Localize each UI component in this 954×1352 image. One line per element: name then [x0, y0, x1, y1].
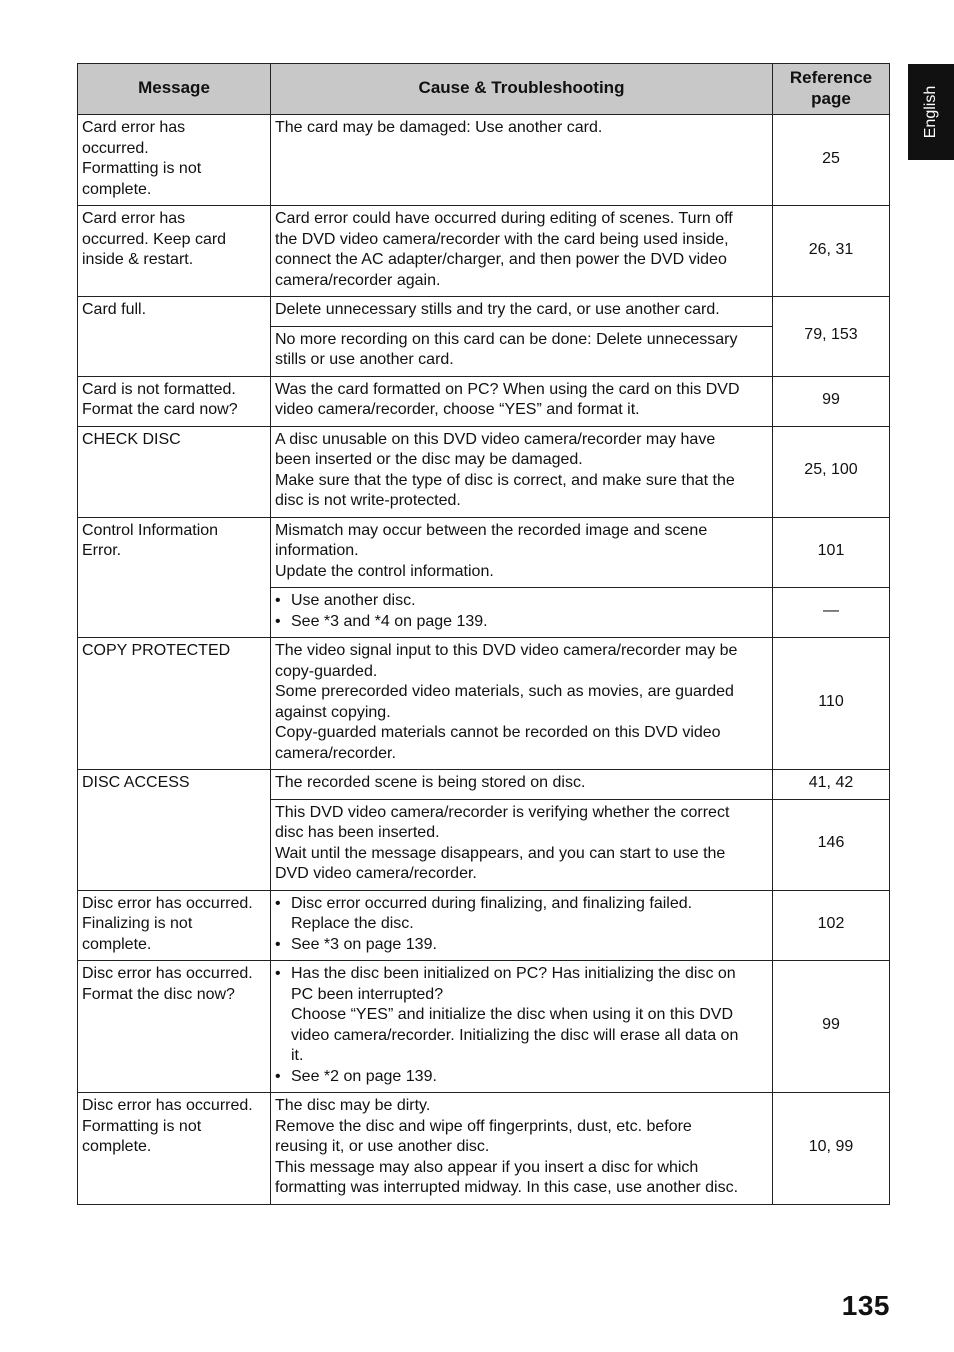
header-reference-page: Reference page: [773, 64, 890, 115]
reference-cell: 99: [773, 961, 890, 1093]
cause-cell: • Disc error occurred during finalizing, and finalizing failed. Replace the disc. • See *3 on page 139.: [271, 890, 773, 961]
cause-cell: The card may be damaged: Use another card.: [271, 115, 773, 206]
cause-cell: Was the card formatted on PC? When using the card on this DVD video camera/recorder, choose “YES” and format it.: [271, 376, 773, 426]
reference-cell: —: [773, 588, 890, 638]
reference-cell: 102: [773, 890, 890, 961]
cause-cell: The disc may be dirty. Remove the disc and wipe off fingerprints, dust, etc. before reusing it, or use another disc. This message may also appear if you insert a disc for which formatting was interrupted midway. In this case, use another disc.: [271, 1093, 773, 1205]
table-row: [78, 115, 890, 206]
language-tab-label: English: [922, 85, 939, 139]
message-cell: CHECK DISC: [78, 426, 271, 517]
cause-cell: No more recording on this card can be done: Delete unnecessary stills or use another card.: [271, 326, 773, 376]
reference-cell: 146: [773, 799, 890, 890]
message-cell: Disc error has occurred. Finalizing is not complete.: [78, 890, 271, 961]
table-row: [78, 890, 890, 961]
message-cell: DISC ACCESS: [78, 770, 271, 891]
cause-cell: The recorded scene is being stored on disc.: [271, 770, 773, 800]
table-row: [78, 961, 890, 1093]
reference-cell: 101: [773, 517, 890, 588]
reference-cell: 25, 100: [773, 426, 890, 517]
table-row: [78, 770, 890, 800]
message-cell: Card full.: [78, 297, 271, 377]
message-table: [77, 63, 890, 1205]
message-cell: Card error has occurred. Formatting is not complete.: [78, 115, 271, 206]
reference-cell: 110: [773, 638, 890, 770]
table-row: [78, 206, 890, 297]
message-cell: Disc error has occurred. Formatting is not complete.: [78, 1093, 271, 1205]
cause-cell: Mismatch may occur between the recorded image and scene information. Update the control information.: [271, 517, 773, 588]
message-cell: Disc error has occurred. Format the disc now?: [78, 961, 271, 1093]
table-row: [78, 376, 890, 426]
header-message: Message: [78, 64, 271, 115]
message-cell: Control Information Error.: [78, 517, 271, 638]
reference-cell: 25: [773, 115, 890, 206]
cause-cell: This DVD video camera/recorder is verifying whether the correct disc has been inserted. Wait until the message disappears, and you can start to use the DVD video camera/recorder.: [271, 799, 773, 890]
message-cell: COPY PROTECTED: [78, 638, 271, 770]
message-cell: Card is not formatted. Format the card now?: [78, 376, 271, 426]
cause-cell: A disc unusable on this DVD video camera/recorder may have been inserted or the disc may be damaged. Make sure that the type of disc is correct, and make sure that the disc is not write-protected.: [271, 426, 773, 517]
header-cause: Cause & Troubleshooting: [271, 64, 773, 115]
reference-cell: 41, 42: [773, 770, 890, 800]
cause-cell: Delete unnecessary stills and try the card, or use another card.: [271, 297, 773, 327]
message-cell: Card error has occurred. Keep card inside & restart.: [78, 206, 271, 297]
table-row: [78, 297, 890, 327]
table-row: [78, 638, 890, 770]
reference-cell: 79, 153: [773, 297, 890, 377]
table-row: [78, 517, 890, 588]
language-tab: [908, 64, 954, 160]
table-header-row: [78, 64, 890, 115]
reference-cell: 99: [773, 376, 890, 426]
table-row: [78, 426, 890, 517]
cause-cell: Card error could have occurred during editing of scenes. Turn off the DVD video camera/recorder with the card being used inside, connect the AC adapter/charger, and then power the DVD video camera/recorder again.: [271, 206, 773, 297]
cause-cell: • Use another disc. • See *3 and *4 on page 139.: [271, 588, 773, 638]
cause-cell: The video signal input to this DVD video camera/recorder may be copy-guarded. Some prerecorded video materials, such as movies, are guarded against copying. Copy-guarded materials cannot be recorded on this DVD video camera/recorder.: [271, 638, 773, 770]
reference-cell: 10, 99: [773, 1093, 890, 1205]
reference-cell: 26, 31: [773, 206, 890, 297]
table-row: [78, 1093, 890, 1205]
page-number: 135: [841, 1290, 890, 1321]
cause-cell: • Has the disc been initialized on PC? Has initializing the disc on PC been interrupted? Choose “YES” and initialize the disc when using it on this DVD video camera/recorder. Initializing the disc will erase all data on it. • See *2 on page 139.: [271, 961, 773, 1093]
